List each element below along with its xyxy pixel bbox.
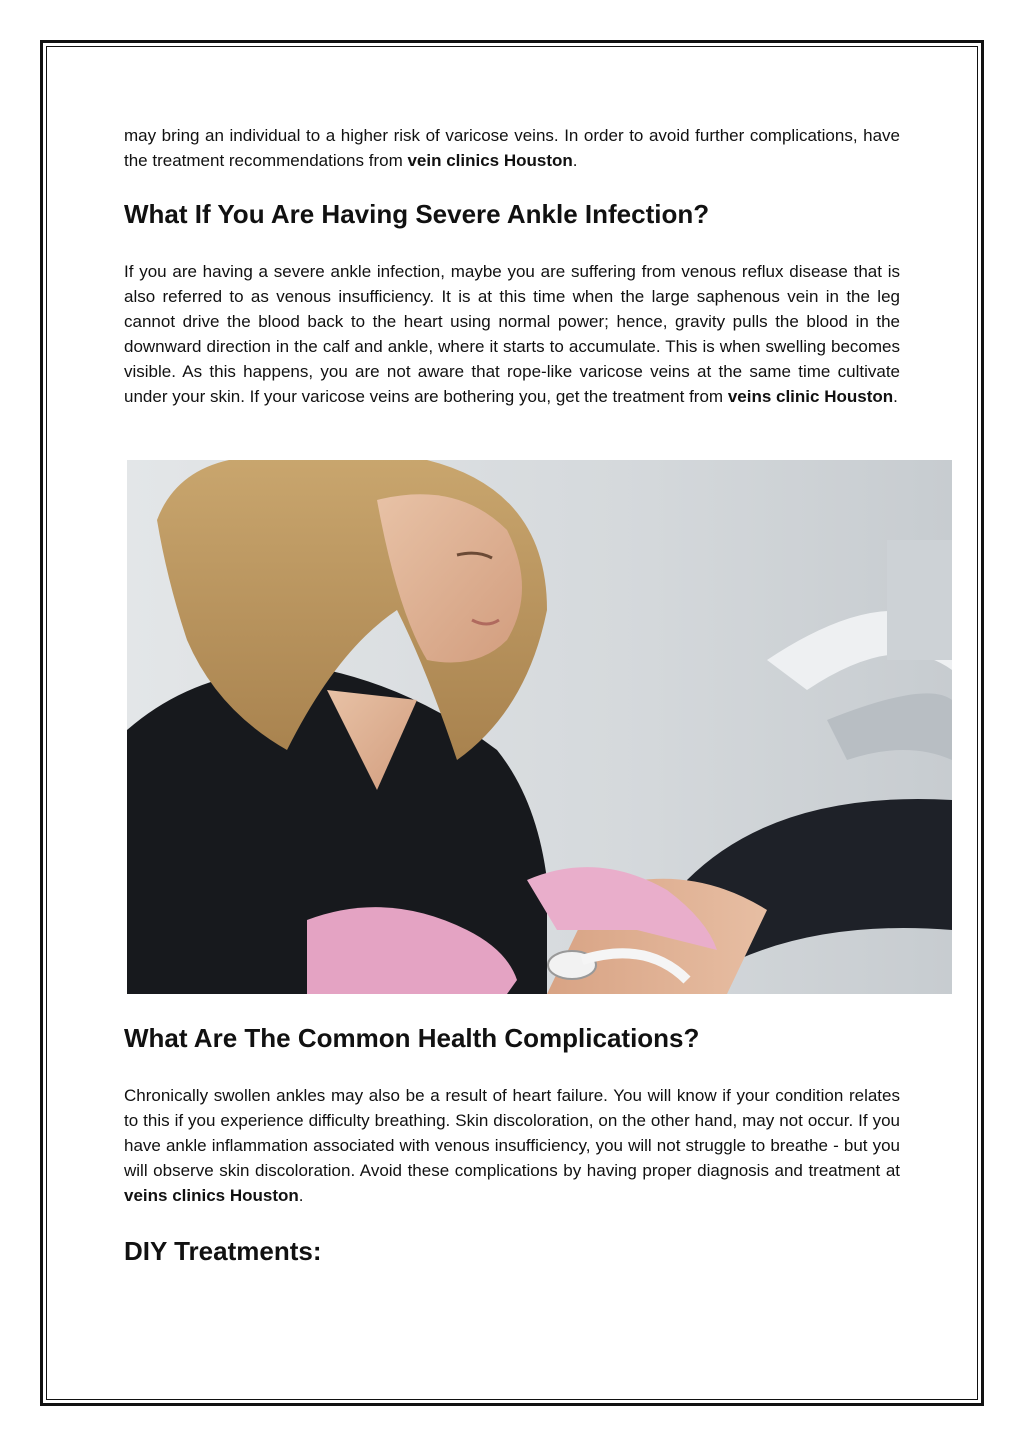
clinic-photo (127, 460, 952, 994)
section-heading-ankle-infection: What If You Are Having Severe Ankle Infection? (124, 199, 710, 229)
section-heading-diy-treatments: DIY Treatments: (124, 1236, 322, 1266)
section-heading-complications: What Are The Common Health Complications? (124, 1023, 700, 1053)
ankle-infection-paragraph (124, 259, 900, 409)
veins-clinic-link[interactable]: veins clinic Houston (727, 387, 894, 406)
paragraph-text: may bring an individual to a higher risk of varicose veins. In order to avoid further complications, have the treatment recommendations from (124, 126, 900, 170)
paragraph-text: Chronically swollen ankles may also be a result of heart failure. You will know if your condition relates to this if you experience difficulty breathing. Skin discoloration, on the other hand, may not occur. If you have ankle inflammation associated with venous insufficiency, you will not struggle to breathe - but you will observe skin discoloration. Avoid these complications by having proper diagnosis and treatment at (124, 1086, 900, 1180)
veins-clinics-link[interactable]: veins clinics Houston (124, 1186, 299, 1205)
paragraph-text-end: . (572, 151, 578, 170)
vein-clinics-link[interactable]: vein clinics Houston (407, 151, 573, 170)
paragraph-text: If you are having a severe ankle infection, maybe you are suffering from venous reflux disease that is also referred to as venous insufficiency. It is at this time when the large saphenous vein in the leg cannot drive the blood back to the heart using normal power; hence, gravity pulls the blood in the downward direction in the calf and ankle, where it starts to accumulate. This is when swelling becomes visible. As this happens, you are not aware that rope-like varicose veins at the same time cultivate under your skin. If your varicose veins are bothering you, get the treatment from (124, 262, 900, 406)
paragraph-text-end: . (298, 1186, 304, 1205)
complications-paragraph (124, 1083, 900, 1208)
intro-paragraph (124, 123, 900, 173)
paragraph-text-end: . (893, 387, 898, 406)
